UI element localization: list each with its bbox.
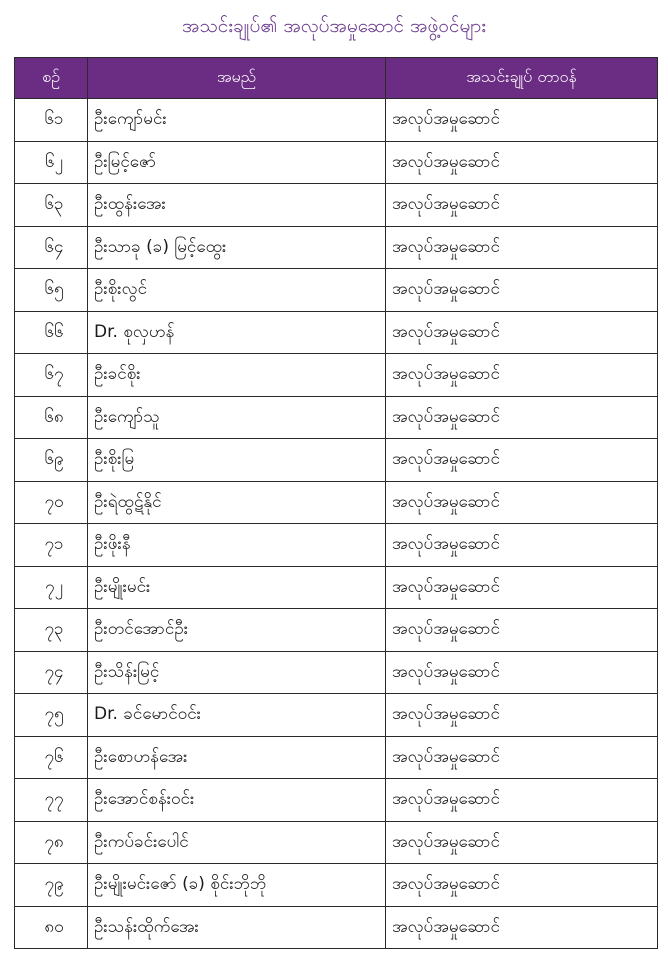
member-name-cell: ဦးစိုးလွင် bbox=[88, 269, 386, 312]
member-name-cell: ဦးတင်အောင်ဦး bbox=[88, 609, 386, 652]
member-name-cell: ဦးကပ်ခင်းပေါင် bbox=[88, 821, 386, 864]
member-name-cell: ဦးမျိုးမင်း bbox=[88, 566, 386, 609]
member-name-cell: ဦးဖိုးနီ bbox=[88, 524, 386, 567]
row-number-cell: ၆၆ bbox=[15, 311, 88, 354]
members-table bbox=[14, 57, 658, 949]
member-name-cell: ဦးသာခု (ခ) မြင့်ထွေး bbox=[88, 226, 386, 269]
member-name-cell: ဦးထွန်းအေး bbox=[88, 184, 386, 227]
member-name-cell: ဦးရဲထွဋ်နိုင် bbox=[88, 481, 386, 524]
row-number-cell: ၆၁ bbox=[15, 99, 88, 142]
member-name-cell: ဦးကျော်မင်း bbox=[88, 99, 386, 142]
member-position-cell: အလုပ်အမှုဆောင် bbox=[386, 524, 658, 567]
member-name-cell: ဦးစိုးမြ bbox=[88, 439, 386, 482]
member-position-cell: အလုပ်အမှုဆောင် bbox=[386, 99, 658, 142]
table-row bbox=[15, 609, 658, 652]
row-number-cell: ၆၅ bbox=[15, 269, 88, 312]
member-position-cell: အလုပ်အမှုဆောင် bbox=[386, 906, 658, 949]
member-position-cell: အလုပ်အမှုဆောင် bbox=[386, 821, 658, 864]
member-name-cell: Dr. စုလှဟန် bbox=[88, 311, 386, 354]
member-position-cell: အလုပ်အမှုဆောင် bbox=[386, 651, 658, 694]
member-position-cell: အလုပ်အမှုဆောင် bbox=[386, 354, 658, 397]
member-position-cell: အလုပ်အမှုဆောင် bbox=[386, 439, 658, 482]
row-number-cell: ၆၂ bbox=[15, 141, 88, 184]
row-number-cell: ၇၇ bbox=[15, 779, 88, 822]
member-position-cell: အလုပ်အမှုဆောင် bbox=[386, 269, 658, 312]
table-row bbox=[15, 141, 658, 184]
member-name-cell: ဦးမြင့်ဇော် bbox=[88, 141, 386, 184]
member-position-cell: အလုပ်အမှုဆောင် bbox=[386, 779, 658, 822]
row-number-cell: ၆၈ bbox=[15, 396, 88, 439]
member-name-cell: ဦးကျော်သူ bbox=[88, 396, 386, 439]
member-position-cell: အလုပ်အမှုဆောင် bbox=[386, 184, 658, 227]
row-number-cell: ၆၉ bbox=[15, 439, 88, 482]
row-number-cell: ၇၁ bbox=[15, 524, 88, 567]
member-position-cell: အလုပ်အမှုဆောင် bbox=[386, 396, 658, 439]
table-row bbox=[15, 481, 658, 524]
row-number-cell: ၆၄ bbox=[15, 226, 88, 269]
member-name-cell: ဦးခင်စိုး bbox=[88, 354, 386, 397]
member-position-cell: အလုပ်အမှုဆောင် bbox=[386, 736, 658, 779]
row-number-cell: ၆၃ bbox=[15, 184, 88, 227]
row-number-cell: ၇၆ bbox=[15, 736, 88, 779]
row-number-cell: ၇၈ bbox=[15, 821, 88, 864]
member-position-cell: အလုပ်အမှုဆောင် bbox=[386, 609, 658, 652]
member-position-cell: အလုပ်အမှုဆောင် bbox=[386, 481, 658, 524]
member-position-cell: အလုပ်အမှုဆောင် bbox=[386, 226, 658, 269]
table-row bbox=[15, 311, 658, 354]
member-name-cell: ဦးသန်းထိုက်အေး bbox=[88, 906, 386, 949]
table-header bbox=[15, 58, 658, 99]
header-row bbox=[15, 58, 658, 99]
member-position-cell: အလုပ်အမှုဆောင် bbox=[386, 311, 658, 354]
row-number-cell: ၇၃ bbox=[15, 609, 88, 652]
member-name-cell: ဦးသိန်းမြင့် bbox=[88, 651, 386, 694]
table-row bbox=[15, 269, 658, 312]
table-row bbox=[15, 184, 658, 227]
member-name-cell: Dr. ခင်မောင်ဝင်း bbox=[88, 694, 386, 737]
column-header-name: အမည် bbox=[88, 58, 386, 99]
table-row bbox=[15, 566, 658, 609]
table-row bbox=[15, 864, 658, 907]
table-body bbox=[15, 99, 658, 949]
member-position-cell: အလုပ်အမှုဆောင် bbox=[386, 864, 658, 907]
table-row bbox=[15, 779, 658, 822]
member-name-cell: ဦးအောင်စန်းဝင်း bbox=[88, 779, 386, 822]
table-row bbox=[15, 99, 658, 142]
table-row bbox=[15, 226, 658, 269]
row-number-cell: ၈၀ bbox=[15, 906, 88, 949]
row-number-cell: ၇၀ bbox=[15, 481, 88, 524]
table-row bbox=[15, 651, 658, 694]
column-header-number: စဉ် bbox=[15, 58, 88, 99]
table-row bbox=[15, 396, 658, 439]
table-row bbox=[15, 694, 658, 737]
row-number-cell: ၇၅ bbox=[15, 694, 88, 737]
row-number-cell: ၇၉ bbox=[15, 864, 88, 907]
member-name-cell: ဦးမျိုးမင်းဇော် (ခ) စိုင်းဘိုဘို bbox=[88, 864, 386, 907]
row-number-cell: ၆၇ bbox=[15, 354, 88, 397]
table-row bbox=[15, 524, 658, 567]
table-row bbox=[15, 439, 658, 482]
member-position-cell: အလုပ်အမှုဆောင် bbox=[386, 694, 658, 737]
member-position-cell: အလုပ်အမှုဆောင် bbox=[386, 566, 658, 609]
table-row bbox=[15, 821, 658, 864]
page-title: အသင်းချုပ်၏ အလုပ်အမှုဆောင် အဖွဲ့ဝင်များ bbox=[181, 15, 487, 37]
column-header-position: အသင်းချုပ် တာဝန် bbox=[386, 58, 658, 99]
row-number-cell: ၇၄ bbox=[15, 651, 88, 694]
table-row bbox=[15, 354, 658, 397]
table-row bbox=[15, 906, 658, 949]
row-number-cell: ၇၂ bbox=[15, 566, 88, 609]
member-position-cell: အလုပ်အမှုဆောင် bbox=[386, 141, 658, 184]
member-name-cell: ဦးစောဟန်အေး bbox=[88, 736, 386, 779]
table-row bbox=[15, 736, 658, 779]
